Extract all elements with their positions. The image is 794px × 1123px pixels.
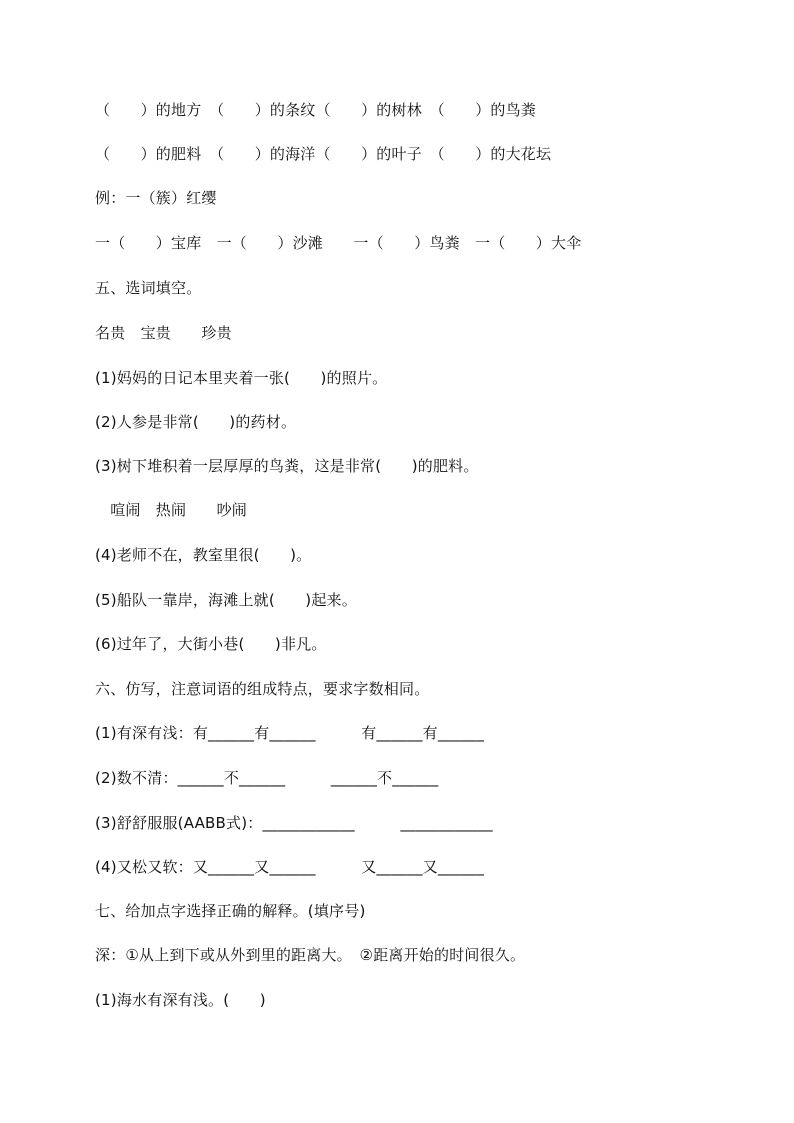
fill-in-line-1: （ ）的地方 （ ）的条纹（ ）的树林 （ ）的鸟粪 [95, 101, 537, 119]
word-choice-group-1: 名贵 宝贵 珍贵 [95, 324, 232, 342]
section-7-heading: 七、给加点字选择正确的解释。(填序号) [95, 902, 366, 920]
section-6-heading: 六、仿写，注意词语的组成特点，要求字数相同。 [95, 680, 430, 698]
word-choice-group-2: 喧闹 热闹 吵闹 [95, 501, 248, 519]
fill-in-line-2: （ ）的肥料 （ ）的海洋（ ）的叶子 （ ）的大花坛 [95, 145, 552, 163]
measure-word-line: 一（ ）宝库 一（ ）沙滩 一（ ）鸟粪 一（ ）大伞 [95, 234, 582, 252]
imitation-1: (1)有深有浅：有______有______ 有______有______ [95, 724, 485, 742]
section-5-heading: 五、选词填空。 [95, 279, 202, 297]
imitation-4: (4)又松又软：又______又______ 又______又______ [95, 858, 485, 876]
imitation-2: (2)数不清：______不______ ______不______ [95, 769, 439, 787]
definition-line: 深：①从上到下或从外到里的距离大。 ②距离开始的时间很久。 [95, 946, 526, 964]
example-line: 例：一（簇）红缨 [95, 189, 217, 207]
question-1: (1)妈妈的日记本里夹着一张( )的照片。 [95, 369, 388, 387]
imitation-3: (3)舒舒服服(AABB式)：____________ ____________ [95, 814, 493, 832]
question-3: (3)树下堆积着一层厚厚的鸟粪，这是非常( )的肥料。 [95, 457, 479, 475]
question-5: (5)船队一靠岸，海滩上就( )起来。 [95, 591, 357, 609]
question-7-1: (1)海水有深有浅。( ) [95, 991, 266, 1009]
question-4: (4)老师不在，教室里很( )。 [95, 546, 312, 564]
question-2: (2)人参是非常( )的药材。 [95, 413, 297, 431]
question-6: (6)过年了，大街小巷( )非凡。 [95, 635, 327, 653]
